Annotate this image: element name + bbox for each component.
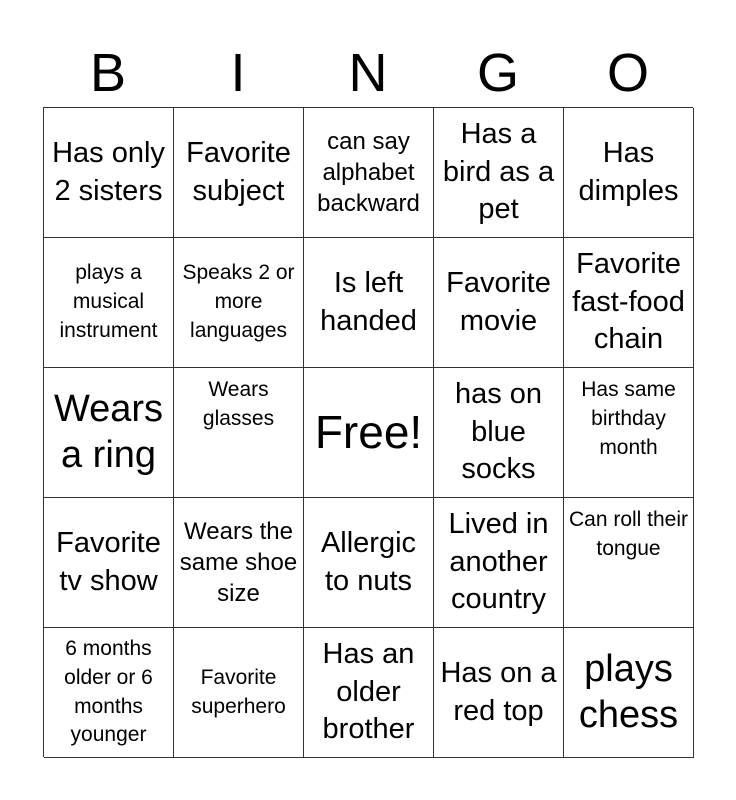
cell-text: Favorite tv show bbox=[56, 526, 161, 597]
cell-text: Favorite subject bbox=[186, 136, 291, 207]
cell-text: Has on a red top bbox=[440, 656, 557, 727]
free-space[interactable] bbox=[304, 368, 434, 498]
bingo-cell-b4[interactable] bbox=[44, 498, 174, 628]
cell-text: Favorite superhero bbox=[191, 665, 286, 718]
free-space-label: Free! bbox=[314, 406, 423, 459]
cell-text: can say alphabet backward bbox=[317, 127, 420, 218]
bingo-cell-o2[interactable] bbox=[564, 238, 694, 368]
bingo-cell-b2[interactable] bbox=[44, 238, 174, 368]
bingo-cell-o4[interactable] bbox=[564, 498, 694, 628]
bingo-cell-o1[interactable] bbox=[564, 108, 694, 238]
cell-text: Wears the same shoe size bbox=[179, 517, 298, 608]
bingo-cell-g3[interactable] bbox=[434, 368, 564, 498]
cell-text: Is left handed bbox=[320, 266, 417, 337]
bingo-cell-g1[interactable] bbox=[434, 108, 564, 238]
bingo-cell-i2[interactable] bbox=[174, 238, 304, 368]
cell-text: Has only 2 sisters bbox=[52, 136, 165, 207]
cell-text: Has a bird as a pet bbox=[442, 117, 555, 226]
bingo-cell-b3[interactable] bbox=[44, 368, 174, 498]
bingo-cell-n5[interactable] bbox=[304, 628, 434, 758]
cell-text: Has dimples bbox=[578, 136, 679, 207]
bingo-cell-b5[interactable] bbox=[44, 628, 174, 758]
bingo-cell-i4[interactable] bbox=[174, 498, 304, 628]
cell-text: 6 months older or 6 months younger bbox=[64, 636, 153, 747]
header-letter-b: B bbox=[89, 43, 127, 103]
bingo-cell-b1[interactable] bbox=[44, 108, 174, 238]
cell-text: Speaks 2 or more languages bbox=[182, 261, 295, 342]
cell-text: Has an older brother bbox=[322, 637, 415, 746]
bingo-cell-g2[interactable] bbox=[434, 238, 564, 368]
bingo-cell-n2[interactable] bbox=[304, 238, 434, 368]
cell-text: Has same birthday month bbox=[581, 378, 676, 459]
bingo-cell-i1[interactable] bbox=[174, 108, 304, 238]
header-letter-i: I bbox=[230, 43, 246, 103]
bingo-cell-g4[interactable] bbox=[434, 498, 564, 628]
bingo-header bbox=[43, 40, 693, 106]
bingo-cell-i5[interactable] bbox=[174, 628, 304, 758]
cell-text: Allergic to nuts bbox=[320, 526, 417, 597]
bingo-cell-g5[interactable] bbox=[434, 628, 564, 758]
cell-text: Can roll their tongue bbox=[568, 508, 689, 560]
header-letter-g: G bbox=[476, 43, 519, 103]
cell-text: Lived in another country bbox=[448, 507, 549, 616]
cell-text: Wears a ring bbox=[53, 387, 164, 476]
cell-text: plays chess bbox=[578, 647, 679, 736]
bingo-cell-i3[interactable] bbox=[174, 368, 304, 498]
bingo-cell-o3[interactable] bbox=[564, 368, 694, 498]
cell-text: Favorite movie bbox=[446, 266, 551, 337]
header-letter-n: N bbox=[348, 43, 388, 103]
bingo-cell-o5[interactable] bbox=[564, 628, 694, 758]
cell-text: has on blue socks bbox=[454, 377, 543, 486]
cell-text: Wears glasses bbox=[202, 378, 275, 430]
bingo-cell-n1[interactable] bbox=[304, 108, 434, 238]
cell-text: Favorite fast-food chain bbox=[572, 247, 685, 356]
bingo-grid bbox=[43, 107, 693, 757]
bingo-cell-n4[interactable] bbox=[304, 498, 434, 628]
header-letter-o: O bbox=[606, 43, 649, 103]
cell-text: plays a musical instrument bbox=[59, 261, 158, 342]
